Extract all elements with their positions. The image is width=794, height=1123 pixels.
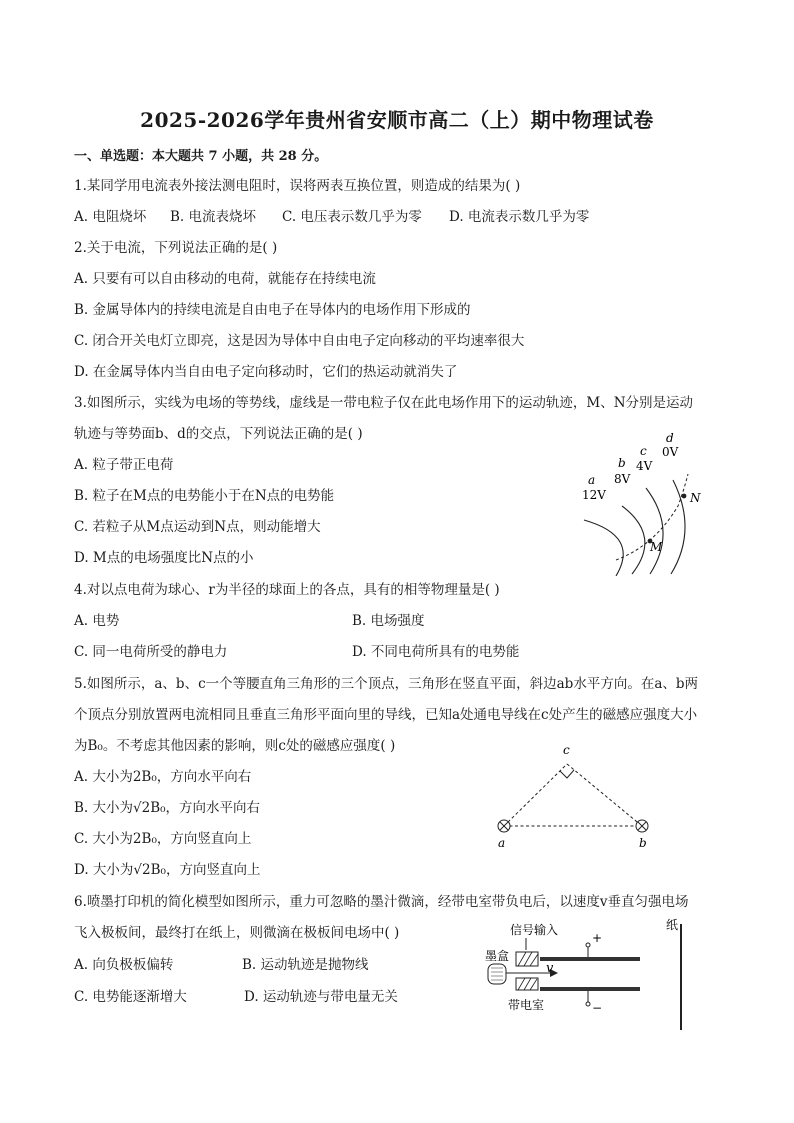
- q2-option-a: A. 只要有可以自由移动的电荷，就能存在持续电流: [74, 271, 376, 287]
- equipotential-figure: [570, 428, 720, 576]
- q1-option-a: A. 电阻烧坏: [74, 209, 147, 225]
- minus-sign: −: [592, 1001, 603, 1015]
- label-n: N: [690, 491, 701, 505]
- question-5-stem-line1: 5.如图所示，a、b、c一个等腰直角三角形的三个顶点，三角形在竖直平面，斜边ab水平方向。在a、b两: [74, 676, 699, 692]
- label-b: b: [618, 456, 626, 470]
- positive-plate: [540, 957, 640, 961]
- q5-option-c: C. 大小为2B₀，方向竖直向上: [74, 831, 252, 847]
- label-a: a: [498, 836, 506, 850]
- q4-option-b: B. 电场强度: [352, 613, 425, 629]
- label-m: M: [650, 540, 663, 554]
- question-4-stem: 4.对以点电荷为球心、r为半径的球面上的各点，具有的相等物理量是( ): [74, 582, 500, 598]
- volt-c: 4V: [636, 459, 653, 473]
- volt-b: 8V: [614, 472, 631, 486]
- velocity-label: v: [546, 961, 554, 976]
- q5-option-d: D. 大小为√2B₀，方向竖直向上: [74, 862, 261, 878]
- question-5-stem-line3: 为B₀。不考虑其他因素的影响，则c处的磁感应强度( ): [74, 738, 396, 754]
- label-c: c: [640, 444, 647, 458]
- q3-option-c: C. 若粒子从M点运动到N点，则动能增大: [74, 519, 321, 535]
- q3-option-d: D. M点的电场强度比N点的小: [74, 550, 254, 566]
- label-b: b: [639, 836, 647, 850]
- signal-input-label: 信号输入: [510, 923, 559, 937]
- equipotential-b: [622, 506, 645, 574]
- question-6-stem-line2: 飞入极板间，最终打在纸上，则微滴在极板间电场中( ): [74, 925, 400, 941]
- q6-option-b: B. 运动轨迹是抛物线: [242, 957, 369, 973]
- q1-option-b: B. 电流表烧坏: [170, 209, 257, 225]
- equipotential-c: [646, 488, 663, 574]
- q4-option-a: A. 电势: [74, 613, 120, 629]
- label-d: d: [666, 431, 674, 445]
- q3-option-b: B. 粒子在M点的电势能小于在N点的电势能: [74, 488, 335, 504]
- q6-option-a: A. 向负极板偏转: [74, 957, 174, 973]
- q5-option-a: A. 大小为2B₀，方向水平向右: [74, 769, 252, 785]
- negative-plate: [540, 987, 640, 991]
- ink-box-label: 墨盒: [485, 949, 510, 963]
- label-c: c: [563, 743, 570, 757]
- q6-option-d: D. 运动轨迹与带电量无关: [244, 989, 398, 1005]
- volt-a: 12V: [582, 488, 606, 502]
- volt-d: 0V: [662, 445, 679, 459]
- q4-option-d: D. 不同电荷所具有的电势能: [352, 644, 520, 660]
- q1-option-c: C. 电压表示数几乎为零: [282, 209, 422, 225]
- page-title: 2025-2026学年贵州省安顺市高二（上）期中物理试卷: [140, 108, 654, 132]
- section-heading: 一、单选题：本大题共 7 小题，共 28 分。: [74, 149, 328, 164]
- equipotential-a: [584, 520, 623, 576]
- q2-option-b: B. 金属导体内的持续电流是自由电子在导体内的电场作用下形成的: [74, 302, 471, 318]
- wire-a-into-page-icon: [498, 820, 510, 832]
- question-5-stem-line2: 个顶点分别放置两电流相同且垂直三角形平面向里的导线，已知a处通电导线在c处产生的磁感应强度大小: [74, 707, 698, 723]
- q3-option-a: A. 粒子带正电荷: [74, 457, 174, 473]
- inkjet-printer-figure: [480, 912, 694, 1032]
- q2-option-c: C. 闭合开关电灯立即亮，这是因为导体中自由电子定向移动的平均速率很大: [74, 333, 525, 349]
- point-n-dot: [682, 494, 687, 499]
- q2-option-d: D. 在金属导体内当自由电子定向移动时，它们的热运动就消失了: [74, 364, 458, 380]
- charge-room-label: 带电室: [508, 998, 545, 1012]
- label-a: a: [588, 473, 596, 487]
- q5-option-b: B. 大小为√2B₀，方向水平向右: [74, 800, 261, 816]
- triangle-figure: [490, 740, 660, 852]
- question-3-stem-line1: 3.如图所示，实线为电场的等势线，虚线是一带电粒子仅在此电场作用下的运动轨迹，M、N分别是运动: [74, 395, 694, 411]
- q1-option-d: D. 电流表示数几乎为零: [449, 209, 590, 225]
- question-6-stem-line1: 6.喷墨打印机的简化模型如图所示，重力可忽略的墨汁微滴，经带电室带负电后，以速度v垂直匀强电场: [74, 894, 689, 910]
- q6-option-c: C. 电势能逐渐增大: [74, 989, 187, 1005]
- question-2-stem: 2.关于电流，下列说法正确的是( ): [74, 240, 278, 256]
- q4-option-c: C. 同一电荷所受的静电力: [74, 644, 228, 660]
- question-1-stem: 1.某同学用电流表外接法测电阻时，误将两表互换位置，则造成的结果为( ): [74, 178, 521, 194]
- plus-sign: +: [592, 931, 603, 945]
- ink-box: [488, 964, 506, 984]
- paper-label: 纸: [666, 918, 679, 932]
- wire-b-into-page-icon: [636, 820, 648, 832]
- question-3-stem-line2: 轨迹与等势面b、d的交点，下列说法正确的是( ): [74, 426, 363, 442]
